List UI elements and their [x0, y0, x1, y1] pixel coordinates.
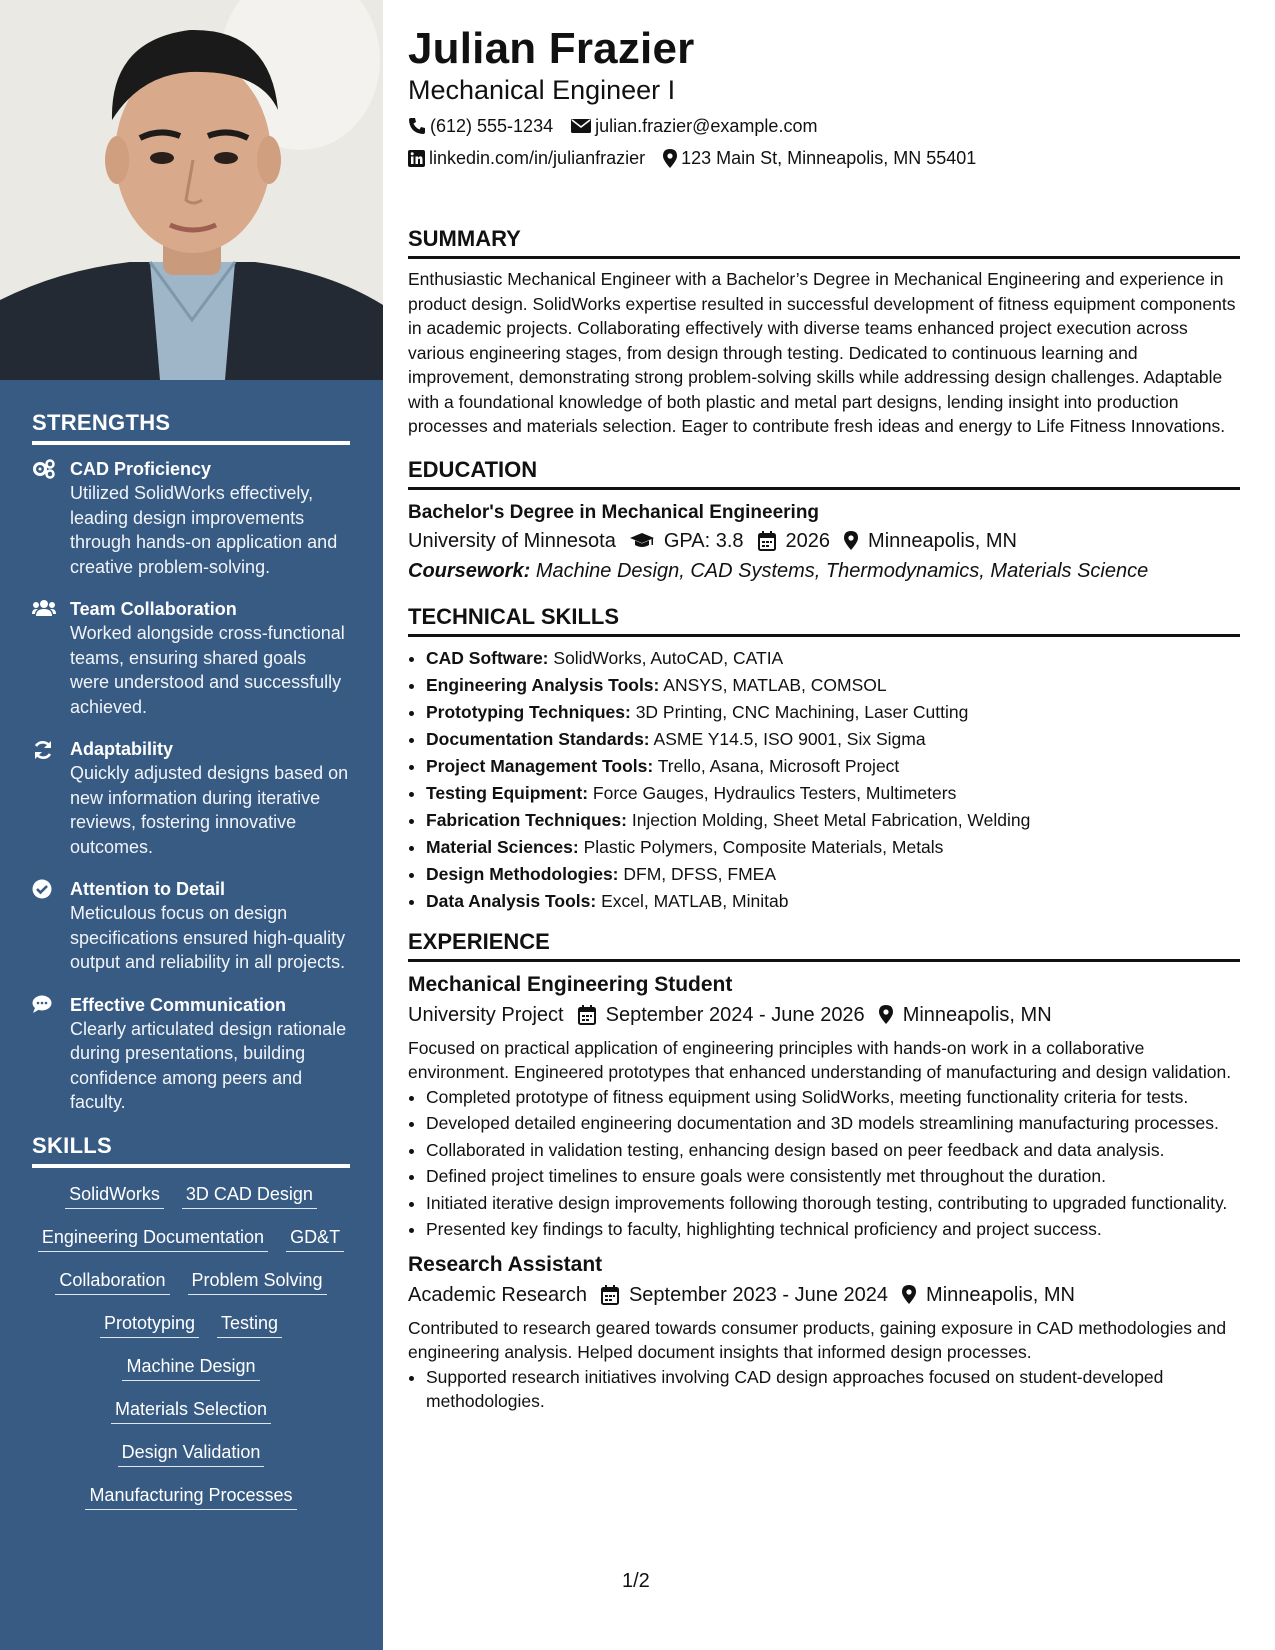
technical-skills-heading: TECHNICAL SKILLS — [408, 604, 1240, 637]
technical-skills-section — [408, 604, 1240, 915]
phone-icon — [408, 117, 426, 135]
skill-tag: Testing — [217, 1311, 282, 1338]
calendar-icon — [578, 1005, 596, 1025]
skill-tag: GD&T — [286, 1225, 344, 1252]
skill-label: Prototyping Techniques: — [426, 701, 631, 722]
skill-value: Trello, Asana, Microsoft Project — [657, 755, 900, 776]
calendar-icon — [601, 1285, 619, 1305]
sidebar — [0, 0, 383, 1650]
strength-item — [32, 993, 350, 1115]
strength-item — [32, 597, 350, 719]
page-number: 1/2 — [622, 1570, 650, 1592]
candidate-name: Julian Frazier — [408, 24, 695, 73]
job-bullets — [408, 1365, 1240, 1414]
skill-label: Fabrication Techniques: — [426, 809, 627, 830]
strengths-heading: STRENGTHS — [32, 410, 350, 445]
graduation-year: 2026 — [785, 529, 831, 552]
technical-skills-list — [408, 645, 1240, 915]
profile-photo — [0, 0, 383, 380]
sidebar-content — [32, 410, 350, 1526]
experience-heading: EXPERIENCE — [408, 929, 1240, 962]
linkedin-contact[interactable] — [408, 146, 645, 170]
strength-desc: Meticulous focus on design specifications ensured high-quality output and reliability in all projects. — [70, 903, 346, 972]
coursework-label: Coursework: — [408, 559, 531, 582]
job-description: Contributed to research geared towards consumer products, gaining exposure in CAD methodologies and engineering analysis. Helped document insights that informed design processes. — [408, 1317, 1227, 1362]
email-text: julian.frazier@example.com — [595, 116, 818, 136]
sync-icon — [32, 737, 70, 859]
summary-section — [408, 226, 1240, 439]
calendar-icon — [758, 531, 776, 551]
job-dates: September 2023 - June 2024 — [628, 1283, 889, 1306]
education-location: Minneapolis, MN — [868, 529, 1017, 552]
map-pin-icon — [902, 1285, 916, 1304]
main-content — [408, 24, 1240, 1416]
list-item — [426, 753, 1240, 780]
list-item: • Initiated iterative design improvements following thorough testing, contributing to upgraded functionality. — [426, 1191, 1240, 1216]
job-entry — [408, 1250, 1240, 1414]
job-description: Focused on practical application of engineering principles with hands-on work in a collaborative environment. Engineered prototypes that enhanced understanding of manufacturing and design validation. — [408, 1037, 1232, 1082]
skill-value: ASME Y14.5, ISO 9001, Six Sigma — [653, 728, 926, 749]
phone-text: (612) 555-1234 — [430, 116, 554, 136]
address-contact — [663, 146, 976, 170]
education-heading: EDUCATION — [408, 457, 1240, 490]
list-item — [426, 645, 1240, 672]
skill-value: ANSYS, MATLAB, COMSOL — [663, 674, 887, 695]
list-item: • Defined project timelines to ensure goals were consistently met throughout the duration. — [426, 1164, 1240, 1189]
list-item — [426, 672, 1240, 699]
skills-list — [32, 1182, 350, 1510]
gpa-text: GPA: 3.8 — [663, 529, 744, 552]
skills-heading: SKILLS — [32, 1133, 350, 1168]
list-item: • Supported research initiatives involving CAD design approaches focused on student-developed methodologies. — [426, 1365, 1240, 1414]
strength-item — [32, 877, 350, 975]
skill-value: Excel, MATLAB, Minitab — [601, 890, 789, 911]
job-org: University Project — [408, 1003, 564, 1026]
job-meta — [408, 1280, 1240, 1310]
list-item — [426, 834, 1240, 861]
list-item — [426, 726, 1240, 753]
skill-value: Force Gauges, Hydraulics Testers, Multimeters — [592, 782, 957, 803]
skill-tag: 3D CAD Design — [182, 1182, 317, 1209]
strength-item — [32, 737, 350, 859]
address-text: 123 Main St, Minneapolis, MN 55401 — [681, 148, 977, 168]
skill-tag: Manufacturing Processes — [85, 1483, 296, 1510]
list-item — [426, 807, 1240, 834]
job-title: Mechanical Engineer I — [408, 75, 676, 105]
skill-label: Testing Equipment: — [426, 782, 589, 803]
email-contact[interactable] — [571, 114, 817, 138]
skill-value: SolidWorks, AutoCAD, CATIA — [553, 647, 784, 668]
map-pin-icon — [879, 1005, 893, 1024]
list-item: • Presented key findings to faculty, highlighting technical proficiency and project success. — [426, 1217, 1240, 1242]
list-item: • Developed detailed engineering documentation and 3D models streamlining manufacturing processes. — [426, 1111, 1240, 1136]
job-bullets — [408, 1085, 1240, 1242]
skill-tag: Collaboration — [55, 1268, 169, 1295]
list-item — [426, 780, 1240, 807]
skill-label: Data Analysis Tools: — [426, 890, 597, 911]
skill-value: 3D Printing, CNC Machining, Laser Cutting — [635, 701, 969, 722]
job-role: Research Assistant — [408, 1252, 603, 1276]
skill-label: Project Management Tools: — [426, 755, 654, 776]
strength-title: CAD Proficiency — [70, 459, 212, 479]
degree-title: Bachelor's Degree in Mechanical Engineering — [408, 501, 820, 523]
phone-contact[interactable] — [408, 114, 553, 138]
strength-title: Adaptability — [70, 739, 174, 759]
job-location: Minneapolis, MN — [902, 1003, 1052, 1026]
skill-label: Engineering Analysis Tools: — [426, 674, 660, 695]
list-item: • Completed prototype of fitness equipment using SolidWorks, meeting functionality criteria for tests. — [426, 1085, 1240, 1110]
contact-row-2 — [408, 146, 1240, 170]
skill-tag: Prototyping — [100, 1311, 199, 1338]
skill-value: DFM, DFSS, FMEA — [623, 863, 777, 884]
education-section — [408, 457, 1240, 586]
list-item — [426, 699, 1240, 726]
envelope-icon — [571, 118, 591, 134]
strength-item — [32, 457, 350, 579]
check-circle-icon — [32, 877, 70, 975]
users-icon — [32, 597, 70, 719]
strength-title: Team Collaboration — [70, 599, 237, 619]
education-meta — [408, 526, 1240, 556]
contact-row — [408, 114, 1240, 138]
job-meta — [408, 1000, 1240, 1030]
strength-desc: Worked alongside cross-functional teams, ensuring shared goals were understood and successfully achieved. — [70, 623, 345, 717]
experience-section — [408, 929, 1240, 1414]
skill-value: Plastic Polymers, Composite Materials, Metals — [583, 836, 944, 857]
graduation-cap-icon — [630, 532, 654, 550]
gears-icon — [32, 457, 70, 579]
skill-tag: Problem Solving — [188, 1268, 327, 1295]
skill-label: Documentation Standards: — [426, 728, 650, 749]
job-entry — [408, 970, 1240, 1242]
strength-desc: Quickly adjusted designs based on new information during iterative reviews, fostering innovative outcomes. — [70, 763, 349, 857]
list-item — [426, 861, 1240, 888]
strength-desc: Clearly articulated design rationale during presentations, building confidence among peers and faculty. — [70, 1018, 347, 1112]
summary-heading: SUMMARY — [408, 226, 1240, 259]
list-item: • Collaborated in validation testing, enhancing design based on peer feedback and data analysis. — [426, 1138, 1240, 1163]
coursework-list: Machine Design, CAD Systems, Thermodynamics, Materials Science — [535, 559, 1149, 582]
skill-tag: Design Validation — [118, 1440, 265, 1467]
job-org: Academic Research — [408, 1283, 587, 1306]
coursework — [408, 556, 1240, 586]
job-dates: September 2024 - June 2026 — [605, 1003, 865, 1026]
linkedin-text: linkedin.com/in/julianfrazier — [429, 148, 646, 168]
list-item — [426, 888, 1240, 915]
strength-title: Attention to Detail — [70, 879, 225, 899]
map-pin-icon — [844, 531, 858, 550]
skill-tag: Materials Selection — [111, 1397, 271, 1424]
skill-tag: SolidWorks — [65, 1182, 164, 1209]
skill-label: Design Methodologies: — [426, 863, 619, 884]
skill-tag: Machine Design — [122, 1354, 259, 1381]
skill-tag: Engineering Documentation — [38, 1225, 268, 1252]
skill-label: CAD Software: — [426, 647, 549, 668]
skill-label: Material Sciences: — [426, 836, 579, 857]
summary-text: Enthusiastic Mechanical Engineer with a Bachelor’s Degree in Mechanical Engineering and experience in product design. SolidWorks expertise resulted in successful development of fitness equipment components in academic projects. Collaborating effectively with diverse teams enhanced project execution across various engineering stages, from design through testing. Dedicated to continuous learning and improvement, demonstrating strong problem-solving skills while addressing design challenges. Adaptable with a foundational knowledge of both plastic and metal part designs, lending insight into production processes and materials selection. Eager to contribute fresh ideas and energy to Life Fitness Innovations. — [408, 269, 1236, 436]
strength-title: Effective Communication — [70, 994, 287, 1015]
skill-value: Injection Molding, Sheet Metal Fabrication, Welding — [631, 809, 1031, 830]
school-name: University of Minnesota — [408, 529, 616, 552]
linkedin-icon — [408, 150, 425, 167]
job-location: Minneapolis, MN — [926, 1283, 1075, 1306]
comment-icon — [32, 993, 70, 1115]
job-role: Mechanical Engineering Student — [408, 972, 733, 996]
map-pin-icon — [663, 149, 677, 168]
strength-desc: Utilized SolidWorks effectively, leading design improvements through hands-on application and creative problem-solving. — [70, 483, 338, 577]
